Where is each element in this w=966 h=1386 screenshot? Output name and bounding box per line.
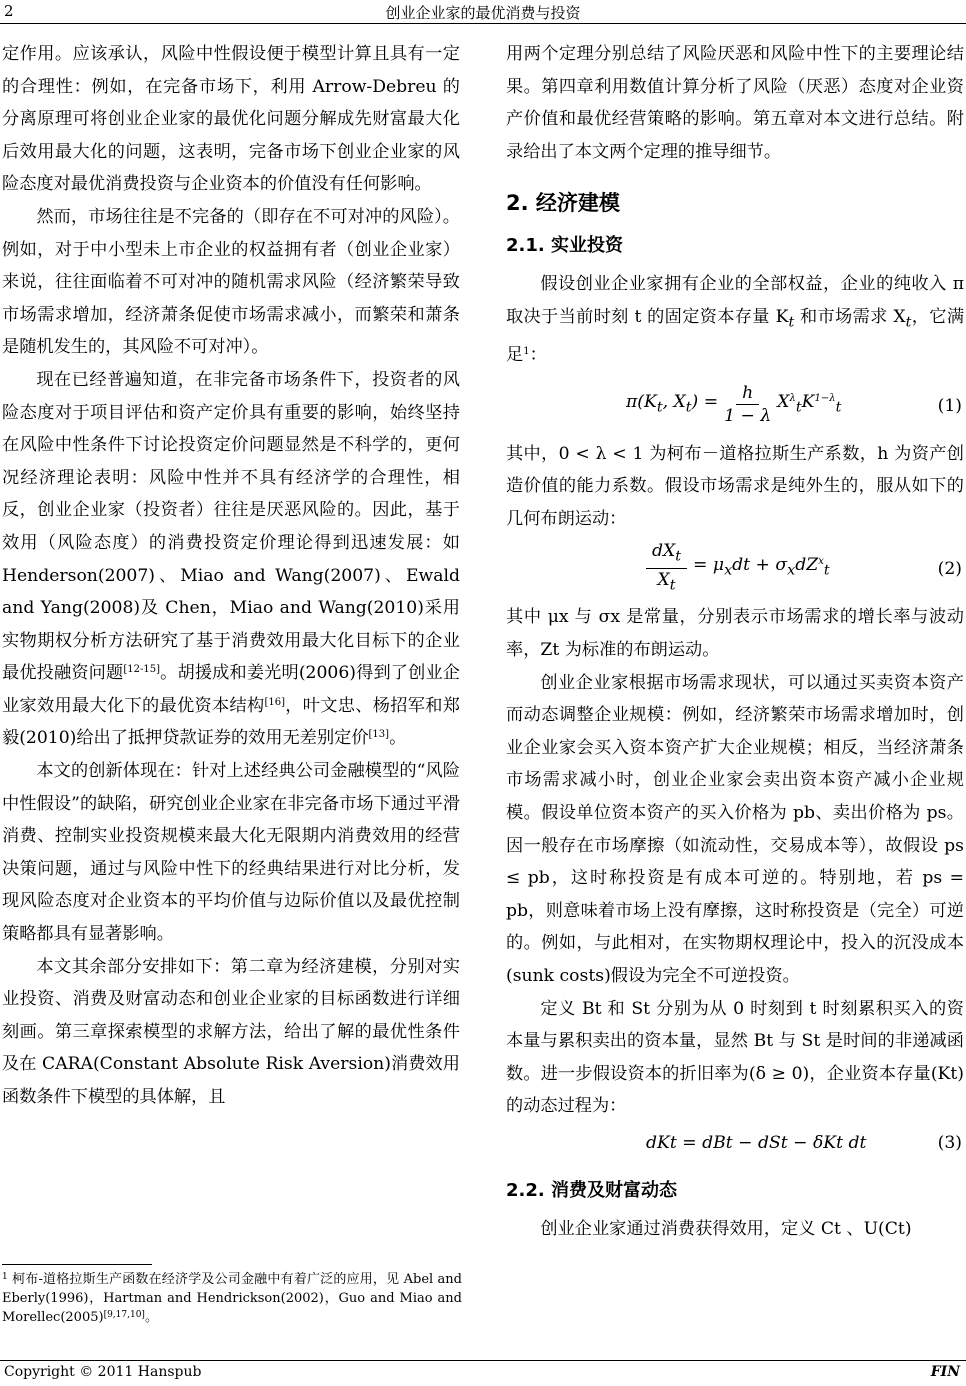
footnote: $^1$ 柯布-道格拉斯生产函数在经济学及公司金融中有着广泛的应用，见 Abel and Eberly(1996)，Hartman and Hendrickson(2002)，Guo and Miao and Morellec(2005)[9,17,10]。 <box>2 1272 462 1325</box>
page-number: 2 <box>4 2 14 20</box>
section-heading: 2. 经济建模 <box>506 191 620 216</box>
citation: [13] <box>368 729 390 741</box>
equation-3: dKt = dBt − dSt − δKt dt (3) <box>506 1123 964 1163</box>
equation-number: (3) <box>937 1132 962 1153</box>
subsection-heading: 2.2. 消费及财富动态 <box>506 1179 677 1201</box>
citation: [12-15] <box>123 664 160 676</box>
paragraph: 定作用。应该承认，风险中性假设便于模型计算且具有一定的合理性：例如，在完备市场下，利用 Arrow-Debreu 的分离原理可将创业企业家的最优化问题分解成先财富最大化后效用最大化的问题，这表明，完备市场下创业企业家的风险态度对最优消费投资与企业资本的价值没有任何影响。 <box>2 44 460 195</box>
paragraph: 然而，市场往往是不完备的（即存在不可对冲的风险）。例如，对于中小型未上市企业的权益拥有者（创业企业家）来说，往往面临着不可对冲的随机需求风险（经济繁荣导致市场需求增加，经济萧条促使市场需求减小，而繁荣和萧条是随机发生的，其风险不可对冲）。 <box>2 206 460 358</box>
paragraph: 用两个定理分别总结了风险厌恶和风险中性下的主要理论结果。第四章利用数值计算分析了风险（厌恶）态度对企业资产价值和最优经营策略的影响。第五章对本文进行总结。附录给出了本文两个定理的推导细节。 <box>506 44 964 162</box>
subsection-heading: 2.1. 实业投资 <box>506 235 623 257</box>
page-header <box>0 0 966 24</box>
right-column <box>506 38 964 1245</box>
equation-2: $\frac{dX_t}{X_t}$ = $\mu_xdt + \sigma_xdZ^x_t$ (2) <box>506 535 964 601</box>
equation-number: (2) <box>937 559 962 580</box>
footnote-rule <box>2 1264 152 1265</box>
equation-number: (1) <box>937 395 962 416</box>
paragraph: 其中，0 < λ < 1 为柯布－道格拉斯生产系数，h 为资产创造价值的能力系数。假设市场需求是纯外生的，服从如下的几何布朗运动： <box>506 443 964 529</box>
paragraph: 假设创业企业家拥有企业的全部权益，企业的纯收入 π 取决于当前时刻 t 的固定资本存量 $K_t$ 和市场需求 $X_t$，它满足$^1$： <box>506 274 965 365</box>
equation-1: $\pi(K_t$, $X_t$) = $\frac{h}{1 - \lambda}$ $X^\lambda_tK^{1-\lambda}_t$ (1) <box>626 383 962 427</box>
paragraph: 定义 Bt 和 St 分别为从 0 时刻到 t 时刻累积买入的资本量与累积卖出的资本量，显然 Bt 与 St 是时间的非递减函数。进一步假设资本的折旧率为(δ ≥ 0)，企业资本存量(Kt)的动态过程为： <box>506 998 964 1117</box>
citation: [9,17,10] <box>103 1310 145 1320</box>
paragraph: 本文的创新体现在：针对上述经典公司金融模型的“风险中性假设”的缺陷，研究创业企业家在非完备市场下通过平滑消费、控制实业投资规模来最大化无限期内消费效用的经营决策问题，通过与风险中性下的经典结果进行对比分析，发现风险态度对企业资本的平均价值与边际价值以及最优控制策略都具有显著影响。 <box>2 761 460 945</box>
footer-rule <box>0 1360 966 1361</box>
header-rule <box>0 23 966 24</box>
paragraph: 其中 μx 与 σx 是常量，分别表示市场需求的增长率与波动率，Zt 为标准的布朗运动。 <box>506 607 964 660</box>
copyright: Copyright © 2011 Hanspub <box>4 1364 202 1380</box>
citation: [16] <box>264 696 285 708</box>
paragraph: 创业企业家通过消费获得效用，定义 Ct 、U(Ct) <box>540 1218 912 1239</box>
journal-abbrev: FIN <box>930 1364 960 1380</box>
paragraph: 现在已经普遍知道，在非完备市场条件下，投资者的风险态度对于项目评估和资产定价具有重要的影响，始终坚持在风险中性条件下讨论投资定价问题显然是不科学的，更何况经济理论表明：风险中性并不具有经济学的合理性，相反，创业企业家（投资者）往往是厌恶风险的。因此，基于效用（风险态度）的消费投资定价理论得到迅速发展：如 Henderson(2007)、Miao and Wang(2007)、Ewald and Yang(2008)及 Chen，Miao and Wang(2010)采用实物期权分析方法研究了基于消费效用最大化目标下的企业最优投融资问题[12-15]。胡援成和姜光明(2006)得到了创业企业家效用最大化下的最优资本结构[16]，叶文忠、杨招军和郑毅(2010)给出了抵押贷款证券的效用无差别定价[13]。 <box>2 369 460 749</box>
paragraph: 创业企业家根据市场需求现状，可以通过买卖资本资产而动态调整企业规模：例如，经济繁荣市场需求增加时，创业企业家会买入资本资产扩大企业规模；相反，当经济萧条市场需求减小时，创业企业家会卖出资本资产减小企业规模。假设单位资本资产的买入价格为 pb、卖出价格为 ps。因一般存在市场摩擦（如流动性，交易成本等），故假设 ps ≤ pb，这时称投资是有成本可逆的。特别地，若 ps = pb，则意味着市场上没有摩擦，这时称投资是（完全）可逆的。例如，与此相对，在实物期权理论中，投入的沉没成本(sunk costs)假设为完全不可逆投资。 <box>506 672 964 986</box>
left-column <box>2 38 460 1114</box>
paragraph: 本文其余部分安排如下：第二章为经济建模，分别对实业投资、消费及财富动态和创业企业家的目标函数进行详细刻画。第三章探索模型的求解方法，给出了解的最优性条件及在 CARA(Constant Absolute Risk Aversion)消费效用函数条件下模型的具体解，且 <box>2 956 460 1107</box>
running-title: 创业企业家的最优消费与投资 <box>385 4 581 22</box>
